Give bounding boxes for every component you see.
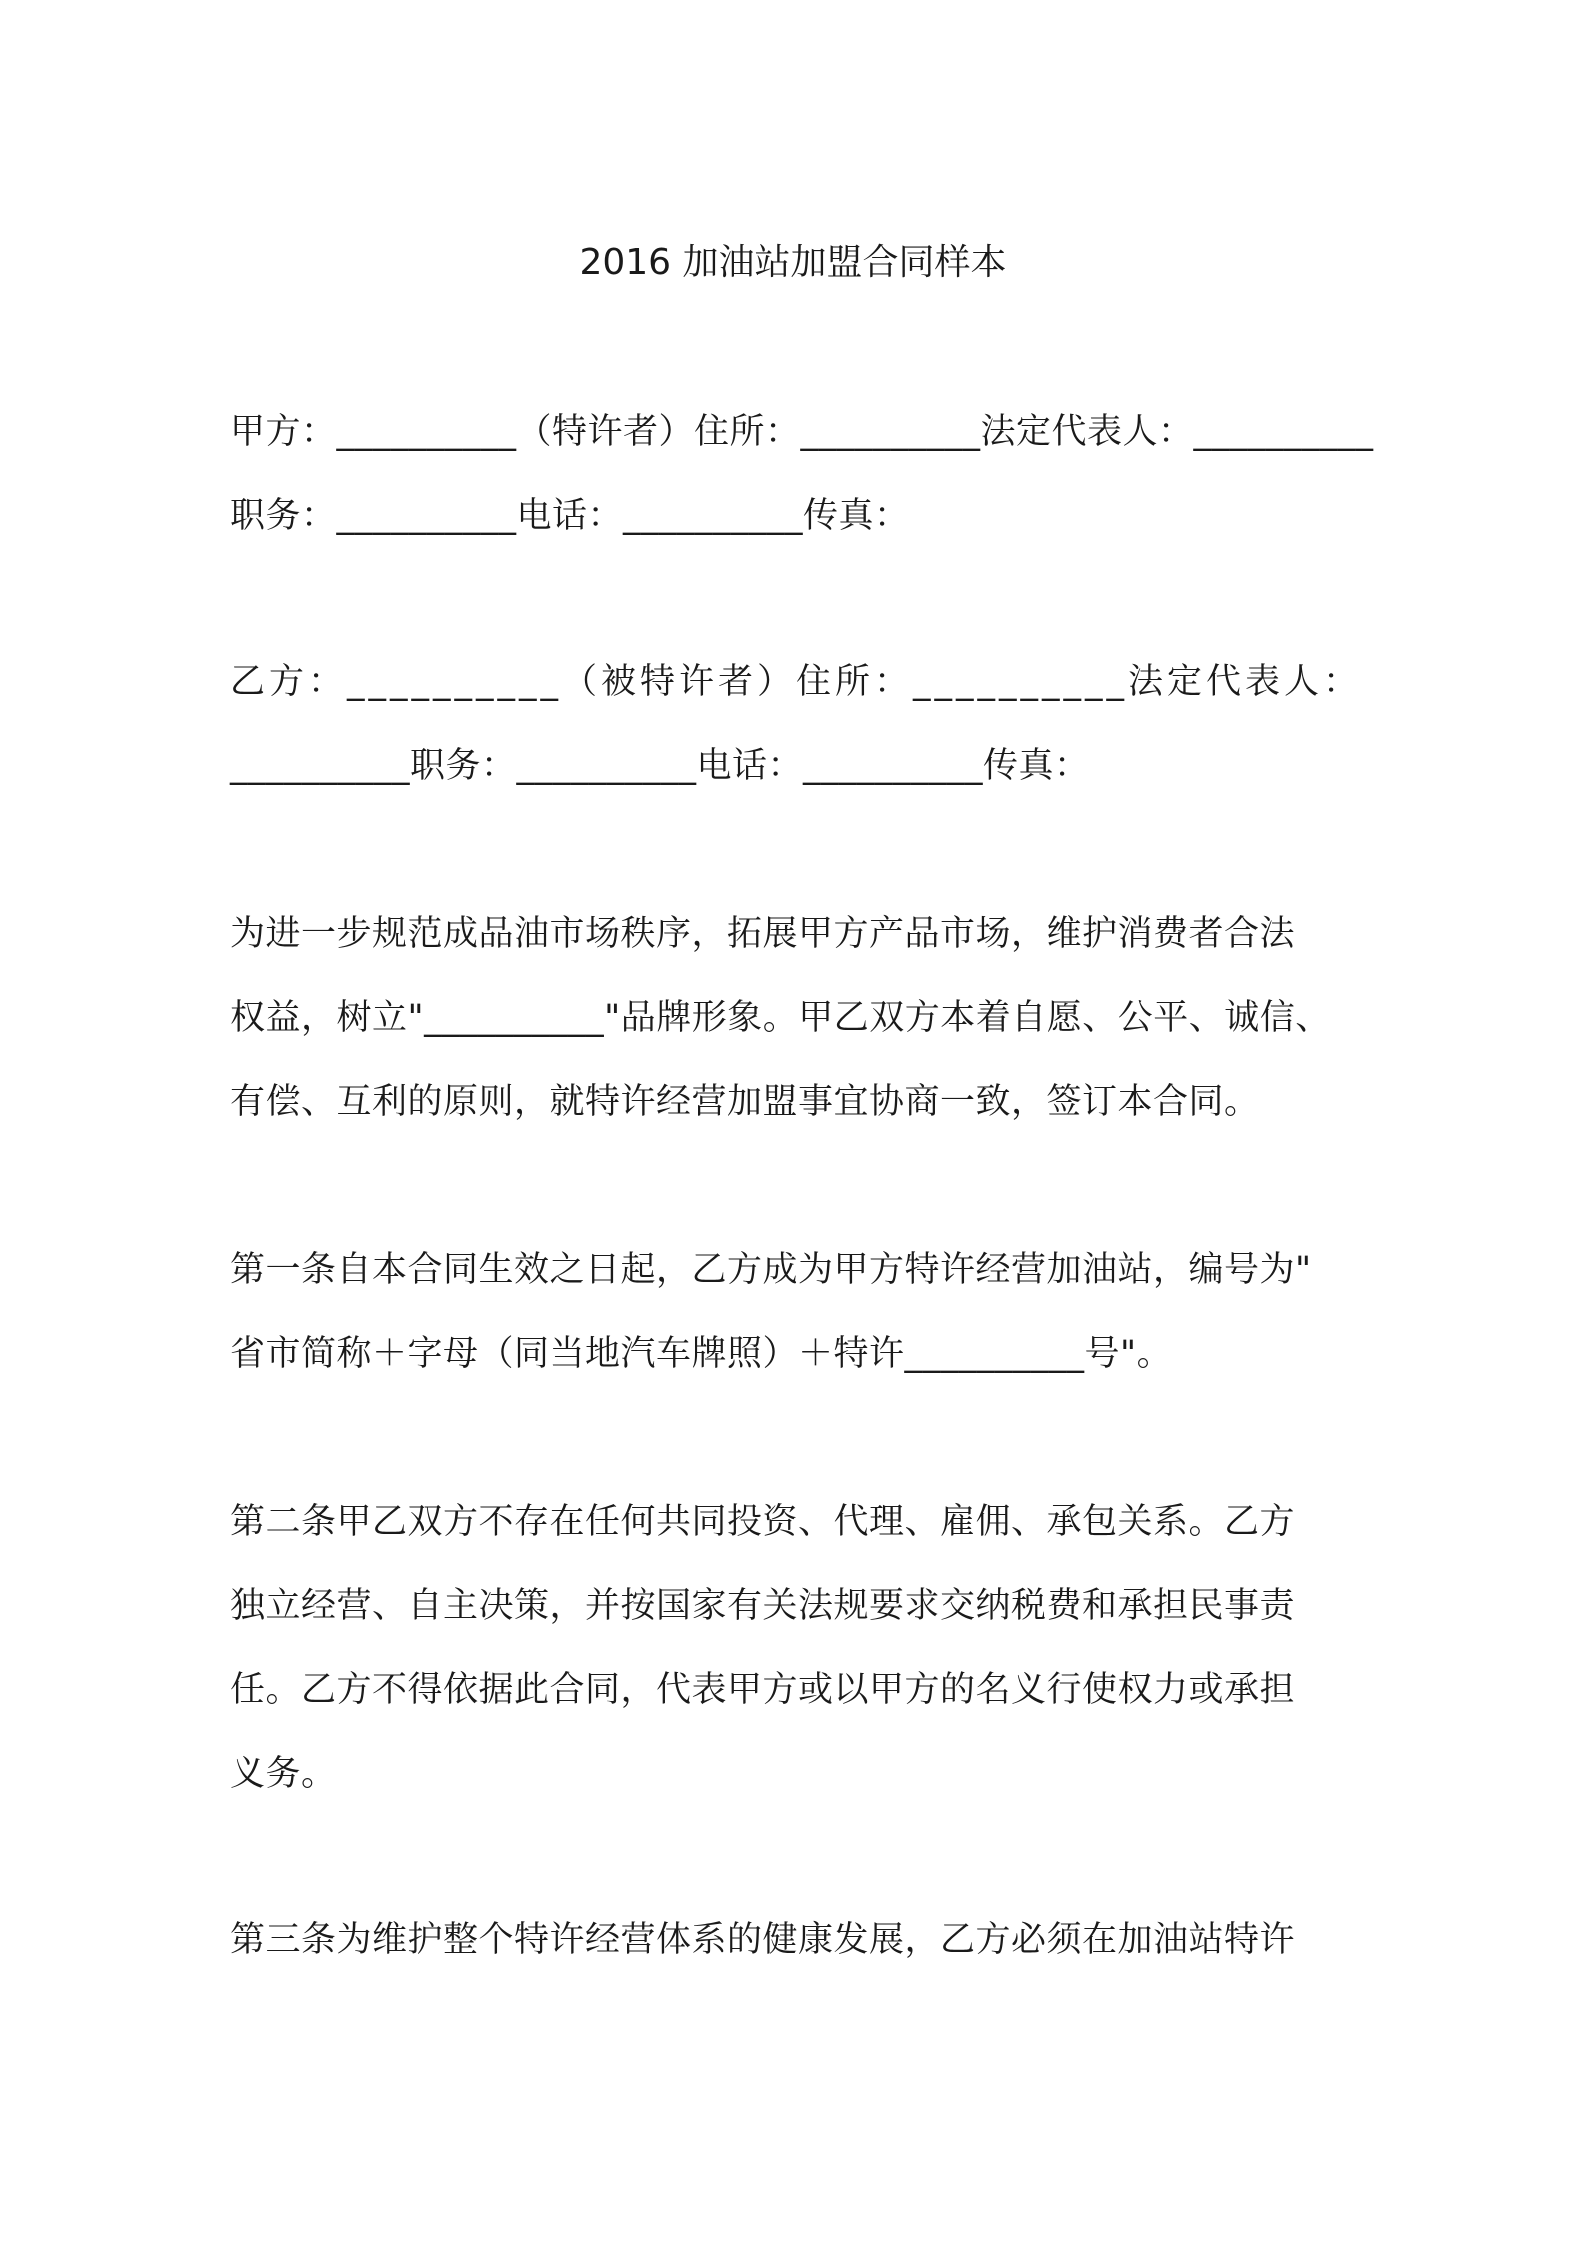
party-b-line-2: __________职务：__________电话：__________传真： — [230, 746, 1090, 786]
article-1-paragraph — [230, 1228, 1370, 1396]
article-3-paragraph — [230, 1898, 1370, 1982]
article-2-line: 独立经营、自主决策，并按国家有关法规要求交纳税费和承担民事责 — [230, 1586, 1296, 1626]
party-b-info — [230, 640, 1370, 808]
preamble-line: 为进一步规范成品油市场秩序，拓展甲方产品市场，维护消费者合法 — [230, 914, 1296, 954]
article-2-line: 第二条甲乙双方不存在任何共同投资、代理、雇佣、承包关系。乙方 — [230, 1502, 1296, 1542]
article-2-line: 义务。 — [230, 1754, 337, 1794]
article-2-line: 任。乙方不得依据此合同，代表甲方或以甲方的名义行使权力或承担 — [230, 1670, 1296, 1710]
preamble-line: 有偿、互利的原则，就特许经营加盟事宜协商一致，签订本合同。 — [230, 1082, 1260, 1122]
article-1-line: 第一条自本合同生效之日起，乙方成为甲方特许经营加油站，编号为" — [230, 1250, 1312, 1290]
party-a-line-1: 甲方：__________（特许者）住所：__________法定代表人：__________ — [230, 412, 1374, 452]
article-2-paragraph — [230, 1480, 1370, 1816]
preamble-line: 权益，树立"__________"品牌形象。甲乙双方本着自愿、公平、诚信、 — [230, 998, 1331, 1038]
document-title: 2016 加油站加盟合同样本 — [579, 242, 1007, 283]
article-3-line: 第三条为维护整个特许经营体系的健康发展，乙方必须在加油站特许 — [230, 1920, 1296, 1960]
article-1-line: 省市简称＋字母（同当地汽车牌照）＋特许__________号"。 — [230, 1334, 1173, 1374]
party-b-line-1: 乙方：__________（被特许者）住所：__________法定代表人： — [230, 662, 1363, 702]
party-a-line-2: 职务：__________电话：__________传真： — [230, 496, 910, 536]
preamble-paragraph — [230, 892, 1370, 1144]
party-a-info — [230, 390, 1374, 558]
